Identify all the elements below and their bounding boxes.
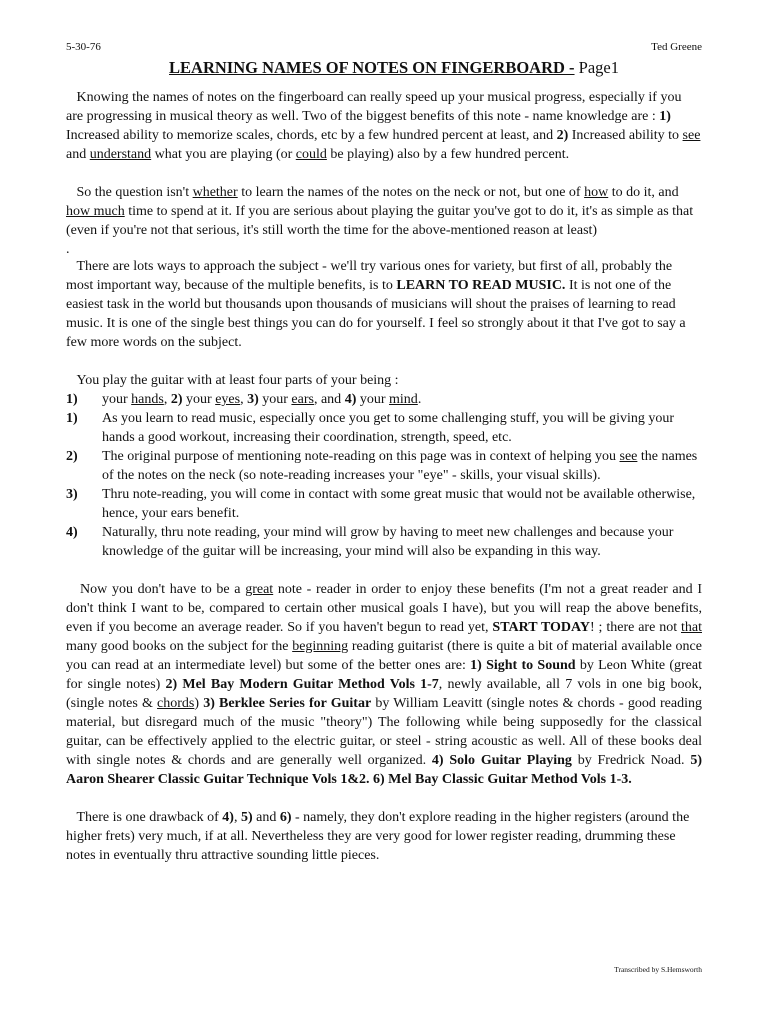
text: that: [681, 620, 702, 635]
text: 2): [556, 128, 569, 143]
text: Increased ability to memorize scales, chords, etc by a few hundred percent at least, and: [66, 128, 557, 143]
list-item: [66, 390, 702, 409]
transcriber-credit: Transcribed by S.Hemsworth: [614, 965, 702, 974]
text: to learn the names of the notes on the neck or not, but one of: [237, 185, 585, 200]
text: It is not one of the easiest task in the world but thousands upon thousands of musicians will shout the praises of learning to read music. It is one of the single best things you can do for yourself. I feel so strongly about it that I've got to say a few more words on the subject.: [66, 278, 686, 350]
text: by William Leavitt (single notes & chords - good reading material, but disregard much of the music "theory") The following while being supposedly for the classical guitar, can be effectively applied to the electric guitar, or steel - string acoustic as well. All of these books deal with single notes & chords and are generally well organized.: [66, 696, 702, 768]
text: your: [102, 392, 132, 407]
text: the names of the notes on the neck (so note-reading increases your "eye" - skills, your visual skills).: [102, 449, 698, 483]
list-text: Naturally, thru note reading, your mind will grow by having to meet new challenges and because your knowledge of the guitar will be increasing, your mind will also be expanding in this way.: [102, 525, 674, 559]
text: hands: [131, 392, 164, 407]
text: Increased ability to: [568, 128, 683, 143]
text: 3) Berklee Series for Guitar: [203, 696, 372, 711]
text: LEARN TO READ MUSIC.: [396, 278, 566, 293]
paragraph-1: [66, 88, 702, 164]
text: 1) Sight to Sound: [470, 658, 576, 673]
text: , newly available, all 7 vols in one big book, (single notes &: [66, 677, 702, 711]
stray-period: .: [66, 242, 70, 257]
text: note - reader in order to enjoy these benefits (I'm not a great reader and I don't think I want to be, compared to certain other musical goals I have), but you will reap the above benefits, even if you become an average reader. So if you haven't begun to read yet,: [66, 582, 702, 635]
list-text: [66, 390, 702, 409]
text: 2) Mel Bay Modern Guitar Method Vols 1-7: [165, 677, 439, 692]
paragraph-2: [66, 183, 702, 240]
text: your: [356, 392, 390, 407]
text: beginning: [292, 639, 349, 654]
list-item: [66, 447, 702, 485]
list-number: 2): [66, 449, 78, 464]
text: 5): [240, 810, 253, 825]
text: .: [417, 392, 422, 407]
paragraph-4-intro: [66, 371, 702, 390]
text: 1): [659, 109, 671, 124]
list-number: 1): [66, 411, 78, 426]
paragraph-6: [66, 808, 702, 865]
text: 4): [222, 810, 234, 825]
text: whether: [192, 185, 238, 200]
text: see: [682, 128, 701, 143]
text: how much: [66, 204, 125, 219]
title-main: LEARNING NAMES OF NOTES ON FINGERBOARD -: [169, 58, 575, 77]
text: You play the guitar with at least four parts of your being :: [76, 373, 399, 388]
paragraph-5: [66, 580, 702, 789]
text: 4): [344, 392, 357, 407]
text: to do it, and: [608, 185, 679, 200]
list-item: [66, 409, 702, 447]
text: There are lots ways to approach the subject - we'll try various ones for variety, but first of all, probably the most important way, because of the multiple benefits, is to: [66, 259, 673, 293]
list-text: Thru note-reading, you will come in contact with some great music that would not be available otherwise, hence, your ears benefit.: [102, 487, 696, 521]
text: Knowing the names of notes on the fingerboard can really speed up your musical progress, especially if you are progressing in musical theory as well. Two of the biggest benefits of this note - name knowledge are :: [66, 90, 682, 124]
text: Now you don't have to be a: [80, 582, 246, 597]
text: START TODAY: [492, 620, 590, 635]
text: ,: [240, 392, 248, 407]
list-number: 1): [66, 392, 78, 407]
page-header: [66, 40, 702, 54]
text: by Fredrick Noad.: [571, 753, 691, 768]
header-date: 5-30-76: [66, 41, 101, 53]
text: ears: [291, 392, 314, 407]
text: mind: [389, 392, 418, 407]
text: could: [295, 147, 327, 162]
text: 4) Solo Guitar Playing: [431, 753, 572, 768]
list-item: [66, 523, 702, 561]
paragraph-3: [66, 257, 702, 352]
text: great: [245, 582, 274, 597]
text: eyes: [215, 392, 241, 407]
list-number: 3): [66, 487, 78, 502]
text: The original purpose of mentioning note-reading on this page was in context of helping you: [102, 449, 620, 464]
list-number: 4): [66, 525, 78, 540]
text: ,: [163, 392, 171, 407]
list-text: [66, 447, 702, 485]
text: ): [194, 696, 204, 711]
text: what you are playing (or: [151, 147, 296, 162]
document-page: [66, 40, 702, 865]
text: time to spend at it. If you are serious about playing the guitar you've got to do it, it's as simple as that (even if you're not that serious, it's still worth the time for the above-mentioned reason at least): [66, 204, 694, 238]
text: 2): [170, 392, 183, 407]
text: reading guitarist (there is quite a bit of material available once you can read at an intermediate level) but some of the better ones are:: [66, 639, 702, 673]
page-title: [86, 58, 702, 78]
text: 5) Aaron Shearer Classic Guitar Technique Vols 1&2. 6) Mel Bay Classic Guitar Method Vols 1-3.: [66, 753, 702, 787]
text: by Leon White (great for single notes): [66, 658, 702, 692]
text: your: [258, 392, 292, 407]
text: ! ; there are not: [589, 620, 681, 635]
text: 6): [279, 810, 292, 825]
text: see: [619, 449, 638, 464]
text: chords: [157, 696, 195, 711]
text: There is one drawback of: [76, 810, 223, 825]
text: understand: [89, 147, 152, 162]
text: your: [182, 392, 216, 407]
text: - namely, they don't explore reading in the higher registers (around the higher frets) very much, if at all. Nevertheless they are very good for lower register reading, drumming these notes in eventually thru attractive sounding little pieces.: [66, 810, 690, 863]
list-item: [66, 485, 702, 523]
text: how: [584, 185, 609, 200]
text: , and: [313, 392, 345, 407]
list-text: As you learn to read music, especially once you get to some challenging stuff, you will be giving your hands a good workout, increasing their coordination, strength, speed, etc.: [102, 411, 675, 445]
text: be playing) also by a few hundred percent.: [326, 147, 570, 162]
text: and: [66, 147, 90, 162]
header-author: Ted Greene: [651, 41, 702, 53]
text: many good books on the subject for the: [66, 639, 293, 654]
text: 3): [247, 392, 259, 407]
text: and: [252, 810, 280, 825]
text: So the question isn't: [76, 185, 193, 200]
text: ,: [233, 810, 241, 825]
title-page-number: Page1: [574, 58, 619, 77]
